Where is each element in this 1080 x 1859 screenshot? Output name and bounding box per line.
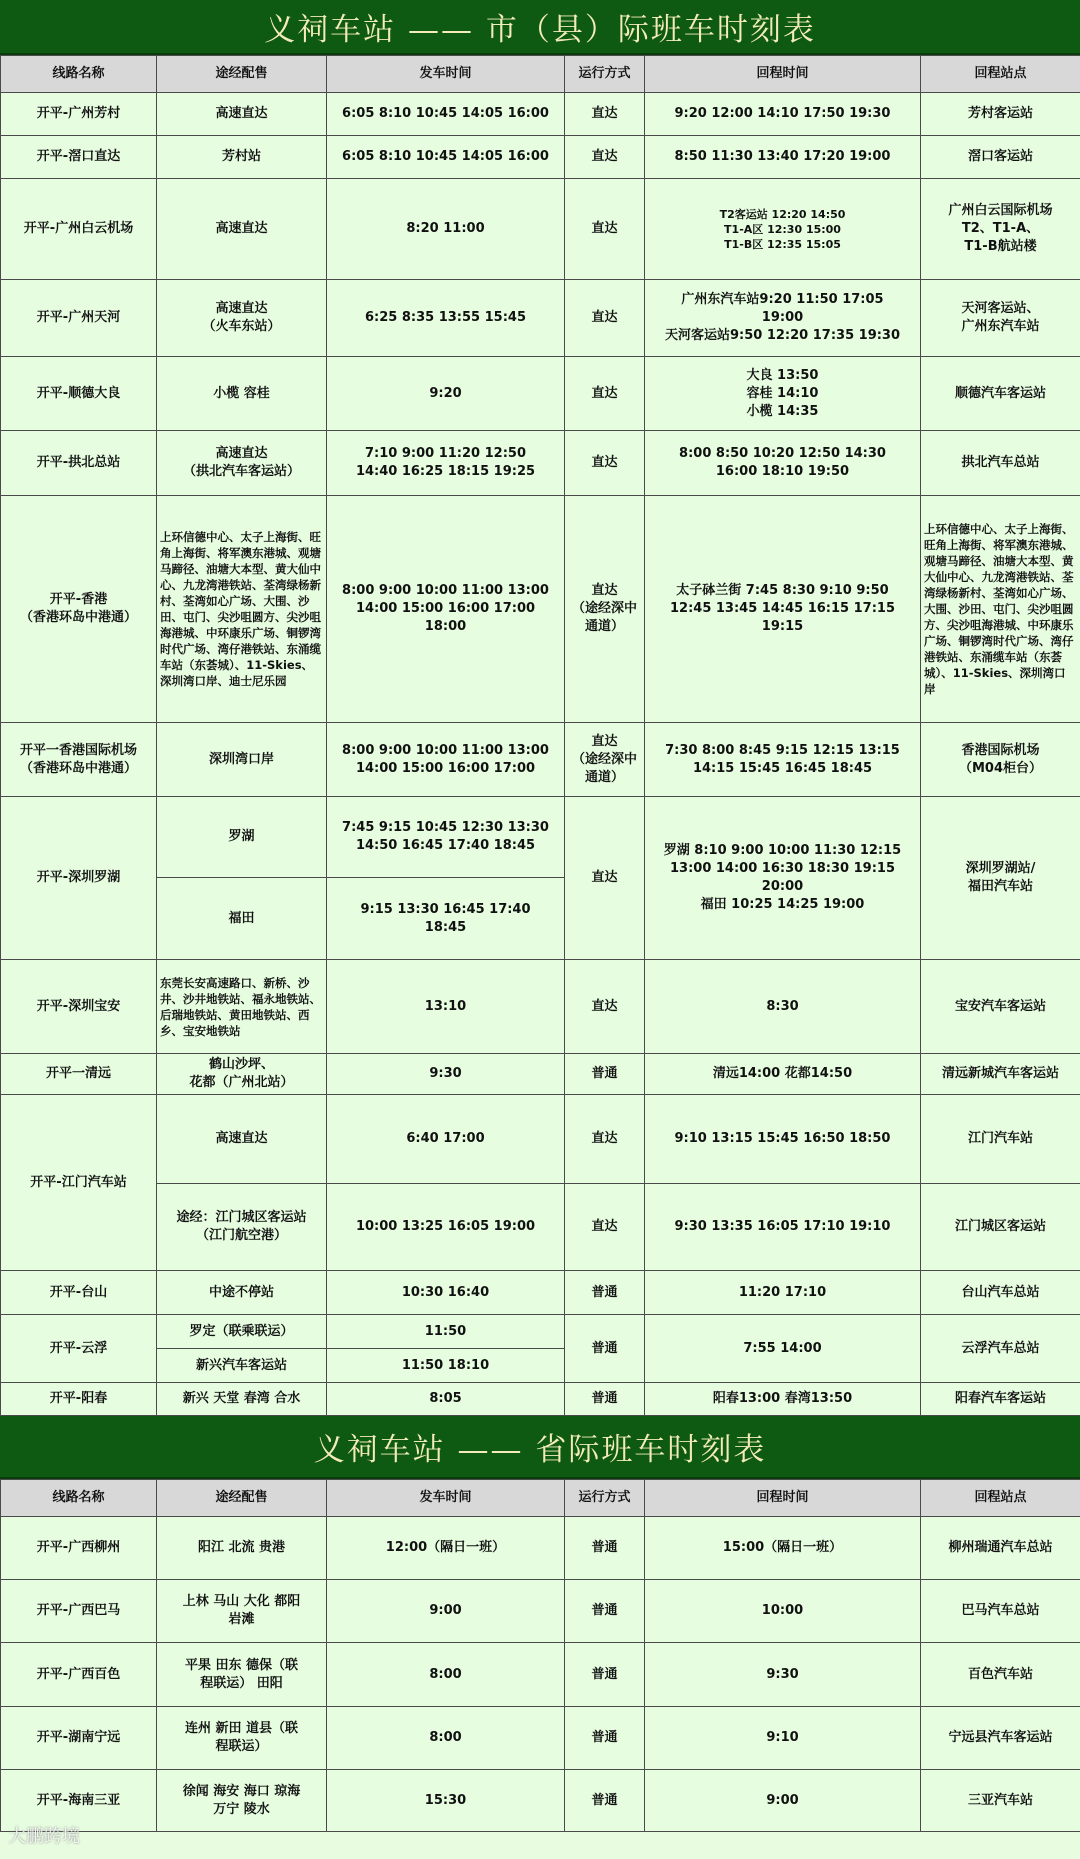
header-return: 回程时间 <box>645 1480 921 1517</box>
depart-times: 8:20 11:00 <box>327 179 565 280</box>
return-station: 天河客运站、 广州东汽车站 <box>921 280 1080 357</box>
depart-times: 6:05 8:10 10:45 14:05 16:00 <box>327 93 565 136</box>
depart-times: 9:30 <box>327 1054 565 1095</box>
via-stops: 深圳湾口岸 <box>157 723 327 797</box>
via-stops: 高速直达 <box>157 1095 327 1184</box>
route-name: 开平-滘口直达 <box>1 136 157 179</box>
run-mode: 直达 <box>565 136 645 179</box>
via-stops: 高速直达 （拱北汽车客运站） <box>157 431 327 496</box>
via-stops: 罗定（联乘联运） <box>157 1315 327 1349</box>
via-stops: 小榄 容桂 <box>157 357 327 431</box>
depart-times: 8:00 9:00 10:00 11:00 13:00 14:00 15:00 16:00 17:00 <box>327 723 565 797</box>
return-station: 香港国际机场 （M04柜台） <box>921 723 1080 797</box>
return-times: 11:20 17:10 <box>645 1271 921 1315</box>
header-station: 回程站点 <box>921 56 1080 93</box>
run-mode: 普通 <box>565 1643 645 1707</box>
depart-times: 15:30 <box>327 1770 565 1832</box>
table-row <box>1 1184 1080 1271</box>
depart-times: 9:00 <box>327 1580 565 1643</box>
run-mode: 普通 <box>565 1271 645 1315</box>
return-station: 深圳罗湖站/ 福田汽车站 <box>921 797 1080 960</box>
table-row <box>1 1054 1080 1095</box>
table-row <box>1 1643 1080 1707</box>
run-mode: 直达 （途经深中 通道） <box>565 496 645 723</box>
route-name: 开平-深圳宝安 <box>1 960 157 1054</box>
via-stops: 高速直达 <box>157 93 327 136</box>
table-row <box>1 136 1080 179</box>
table-row <box>1 1770 1080 1832</box>
run-mode: 直达 <box>565 357 645 431</box>
run-mode: 直达 <box>565 960 645 1054</box>
return-times: 8:30 <box>645 960 921 1054</box>
depart-times: 13:10 <box>327 960 565 1054</box>
watermark-text: 大鹏跨境 <box>8 1826 80 1847</box>
table-header-row <box>1 56 1080 93</box>
via-stops: 高速直达 （火车东站） <box>157 280 327 357</box>
city-schedule-title: 义祠车站 —— 市（县）际班车时刻表 <box>0 0 1080 55</box>
header-via: 途经配售 <box>157 56 327 93</box>
return-station: 清远新城汽车客运站 <box>921 1054 1080 1095</box>
run-mode: 普通 <box>565 1315 645 1383</box>
via-stops: 中途不停站 <box>157 1271 327 1315</box>
via-stops: 东莞长安高速路口、新桥、沙井、沙井地铁站、福永地铁站、后瑞地铁站、黄田地铁站、西乡、宝安地铁站 <box>157 960 327 1054</box>
return-station: 宁远县汽车客运站 <box>921 1707 1080 1770</box>
table-row <box>1 1580 1080 1643</box>
return-times: 10:00 <box>645 1580 921 1643</box>
depart-times: 11:50 <box>327 1315 565 1349</box>
return-station: 广州白云国际机场 T2、T1-A、 T1-B航站楼 <box>921 179 1080 280</box>
return-times: 7:55 14:00 <box>645 1315 921 1383</box>
return-station: 巴马汽车总站 <box>921 1580 1080 1643</box>
table-row <box>1 431 1080 496</box>
return-station: 顺德汽车客运站 <box>921 357 1080 431</box>
via-stops: 徐闻 海安 海口 琼海 万宁 陵水 <box>157 1770 327 1832</box>
return-times: 大良 13:50 容桂 14:10 小榄 14:35 <box>645 357 921 431</box>
return-times: 阳春13:00 春湾13:50 <box>645 1383 921 1416</box>
run-mode: 普通 <box>565 1707 645 1770</box>
return-station: 江门汽车站 <box>921 1095 1080 1184</box>
table-row <box>1 960 1080 1054</box>
depart-times: 6:25 8:35 13:55 15:45 <box>327 280 565 357</box>
depart-times: 10:00 13:25 16:05 19:00 <box>327 1184 565 1271</box>
route-name: 开平-广西柳州 <box>1 1517 157 1580</box>
via-stops: 阳江 北流 贵港 <box>157 1517 327 1580</box>
run-mode: 直达 <box>565 93 645 136</box>
route-name: 开平-云浮 <box>1 1315 157 1383</box>
run-mode: 直达 <box>565 179 645 280</box>
route-name: 开平-广州芳村 <box>1 93 157 136</box>
return-station: 百色汽车站 <box>921 1643 1080 1707</box>
via-stops: 福田 <box>157 878 327 960</box>
via-stops: 途经：江门城区客运站 （江门航空港） <box>157 1184 327 1271</box>
route-name: 开平-广州白云机场 <box>1 179 157 280</box>
return-station: 阳春汽车客运站 <box>921 1383 1080 1416</box>
return-times: 9:10 <box>645 1707 921 1770</box>
return-times: 9:00 <box>645 1770 921 1832</box>
via-stops: 新兴汽车客运站 <box>157 1349 327 1383</box>
return-station: 宝安汽车客运站 <box>921 960 1080 1054</box>
return-times: 9:30 13:35 16:05 17:10 19:10 <box>645 1184 921 1271</box>
depart-times: 9:20 <box>327 357 565 431</box>
table-row <box>1 280 1080 357</box>
return-times: 7:30 8:00 8:45 9:15 12:15 13:15 14:15 15:45 16:45 18:45 <box>645 723 921 797</box>
depart-times: 8:00 <box>327 1707 565 1770</box>
city-schedule-table <box>0 55 1080 1416</box>
table-row <box>1 496 1080 723</box>
header-return: 回程时间 <box>645 56 921 93</box>
table-row <box>1 1707 1080 1770</box>
run-mode: 普通 <box>565 1383 645 1416</box>
return-times: T2客运站 12:20 14:50 T1-A区 12:30 15:00 T1-B区 12:35 15:05 <box>645 179 921 280</box>
table-row <box>1 797 1080 878</box>
via-stops: 上环信德中心、太子上海街、旺角上海街、将军澳东港城、观塘马蹄径、油塘大本型、黄大仙中心、九龙湾港铁站、荃湾绿杨新村、荃湾如心广场、大围、沙田、屯门、尖沙咀圆方、尖沙咀海港城、中环康乐广场、铜锣湾时代广场、湾仔港铁站、东涌缆车站（东荟城）、11-Skies、深圳湾口岸、迪士尼乐园 <box>157 496 327 723</box>
depart-times: 6:40 17:00 <box>327 1095 565 1184</box>
route-name: 开平-海南三亚 <box>1 1770 157 1832</box>
return-station: 柳州瑞通汽车总站 <box>921 1517 1080 1580</box>
depart-times: 8:00 9:00 10:00 11:00 13:00 14:00 15:00 16:00 17:00 18:00 <box>327 496 565 723</box>
via-stops: 高速直达 <box>157 179 327 280</box>
return-station: 拱北汽车总站 <box>921 431 1080 496</box>
run-mode: 直达 <box>565 1184 645 1271</box>
return-times: 太子砵兰街 7:45 8:30 9:10 9:50 12:45 13:45 14:45 16:15 17:15 19:15 <box>645 496 921 723</box>
route-name: 开平-顺德大良 <box>1 357 157 431</box>
header-station: 回程站点 <box>921 1480 1080 1517</box>
run-mode: 普通 <box>565 1054 645 1095</box>
route-name: 开平一清远 <box>1 1054 157 1095</box>
via-stops: 上林 马山 大化 都阳 岩滩 <box>157 1580 327 1643</box>
return-station: 滘口客运站 <box>921 136 1080 179</box>
run-mode: 直达 <box>565 431 645 496</box>
table-row <box>1 1315 1080 1349</box>
table-header-row <box>1 1480 1080 1517</box>
return-times: 15:00（隔日一班） <box>645 1517 921 1580</box>
table-row <box>1 93 1080 136</box>
via-stops: 鹤山沙坪、 花都（广州北站） <box>157 1054 327 1095</box>
return-station: 江门城区客运站 <box>921 1184 1080 1271</box>
run-mode: 普通 <box>565 1517 645 1580</box>
via-stops: 芳村站 <box>157 136 327 179</box>
return-times: 广州东汽车站9:20 11:50 17:05 19:00 天河客运站9:50 12:20 17:35 19:30 <box>645 280 921 357</box>
header-depart: 发车时间 <box>327 56 565 93</box>
run-mode: 直达 <box>565 280 645 357</box>
route-name: 开平-拱北总站 <box>1 431 157 496</box>
depart-times: 8:00 <box>327 1643 565 1707</box>
depart-times: 11:50 18:10 <box>327 1349 565 1383</box>
table-row <box>1 179 1080 280</box>
run-mode: 普通 <box>565 1580 645 1643</box>
province-schedule-table <box>0 1479 1080 1832</box>
return-times: 9:20 12:00 14:10 17:50 19:30 <box>645 93 921 136</box>
table-row <box>1 1517 1080 1580</box>
header-route: 线路名称 <box>1 56 157 93</box>
depart-times: 7:45 9:15 10:45 12:30 13:30 14:50 16:45 17:40 18:45 <box>327 797 565 878</box>
table-row <box>1 1383 1080 1416</box>
return-station: 台山汽车总站 <box>921 1271 1080 1315</box>
depart-times: 8:05 <box>327 1383 565 1416</box>
return-times: 8:50 11:30 13:40 17:20 19:00 <box>645 136 921 179</box>
return-station: 云浮汽车总站 <box>921 1315 1080 1383</box>
run-mode: 直达 <box>565 797 645 960</box>
header-route: 线路名称 <box>1 1480 157 1517</box>
header-mode: 运行方式 <box>565 56 645 93</box>
header-via: 途经配售 <box>157 1480 327 1517</box>
route-name: 开平-阳春 <box>1 1383 157 1416</box>
route-name: 开平-广西巴马 <box>1 1580 157 1643</box>
depart-times: 7:10 9:00 11:20 12:50 14:40 16:25 18:15 19:25 <box>327 431 565 496</box>
via-stops: 罗湖 <box>157 797 327 878</box>
table-row <box>1 1095 1080 1184</box>
route-name: 开平-广州天河 <box>1 280 157 357</box>
depart-times: 12:00（隔日一班） <box>327 1517 565 1580</box>
return-times: 清远14:00 花都14:50 <box>645 1054 921 1095</box>
route-name: 开平-台山 <box>1 1271 157 1315</box>
route-name: 开平-深圳罗湖 <box>1 797 157 960</box>
return-times: 罗湖 8:10 9:00 10:00 11:30 12:15 13:00 14:00 16:30 18:30 19:15 20:00 福田 10:25 14:25 19:00 <box>645 797 921 960</box>
depart-times: 9:15 13:30 16:45 17:40 18:45 <box>327 878 565 960</box>
route-name: 开平-湖南宁远 <box>1 1707 157 1770</box>
province-schedule-title: 义祠车站 —— 省际班车时刻表 <box>0 1416 1080 1479</box>
route-name: 开平-香港 （香港环岛中港通） <box>1 496 157 723</box>
return-station: 三亚汽车站 <box>921 1770 1080 1832</box>
run-mode: 直达 （途经深中 通道） <box>565 723 645 797</box>
route-name: 开平-江门汽车站 <box>1 1095 157 1271</box>
table-row <box>1 357 1080 431</box>
run-mode: 普通 <box>565 1770 645 1832</box>
route-name: 开平-广西百色 <box>1 1643 157 1707</box>
header-mode: 运行方式 <box>565 1480 645 1517</box>
table-row <box>1 723 1080 797</box>
run-mode: 直达 <box>565 1095 645 1184</box>
via-stops: 连州 新田 道县（联 程联运） <box>157 1707 327 1770</box>
return-station: 芳村客运站 <box>921 93 1080 136</box>
return-times: 8:00 8:50 10:20 12:50 14:30 16:00 18:10 19:50 <box>645 431 921 496</box>
depart-times: 6:05 8:10 10:45 14:05 16:00 <box>327 136 565 179</box>
depart-times: 10:30 16:40 <box>327 1271 565 1315</box>
return-times: 9:10 13:15 15:45 16:50 18:50 <box>645 1095 921 1184</box>
header-depart: 发车时间 <box>327 1480 565 1517</box>
route-name: 开平一香港国际机场 （香港环岛中港通） <box>1 723 157 797</box>
via-stops: 平果 田东 德保（联 程联运） 田阳 <box>157 1643 327 1707</box>
return-station: 上环信德中心、太子上海街、旺角上海街、将军澳东港城、观塘马蹄径、油塘大本型、黄大仙中心、九龙湾港铁站、荃湾绿杨新村、荃湾如心广场、大围、沙田、屯门、尖沙咀圆方、尖沙咀海港城、中环康乐广场、铜锣湾时代广场、湾仔港铁站、东涌缆车站（东荟城）、11-Skies、深圳湾口岸 <box>921 496 1080 723</box>
table-row <box>1 1271 1080 1315</box>
via-stops: 新兴 天堂 春湾 合水 <box>157 1383 327 1416</box>
return-times: 9:30 <box>645 1643 921 1707</box>
